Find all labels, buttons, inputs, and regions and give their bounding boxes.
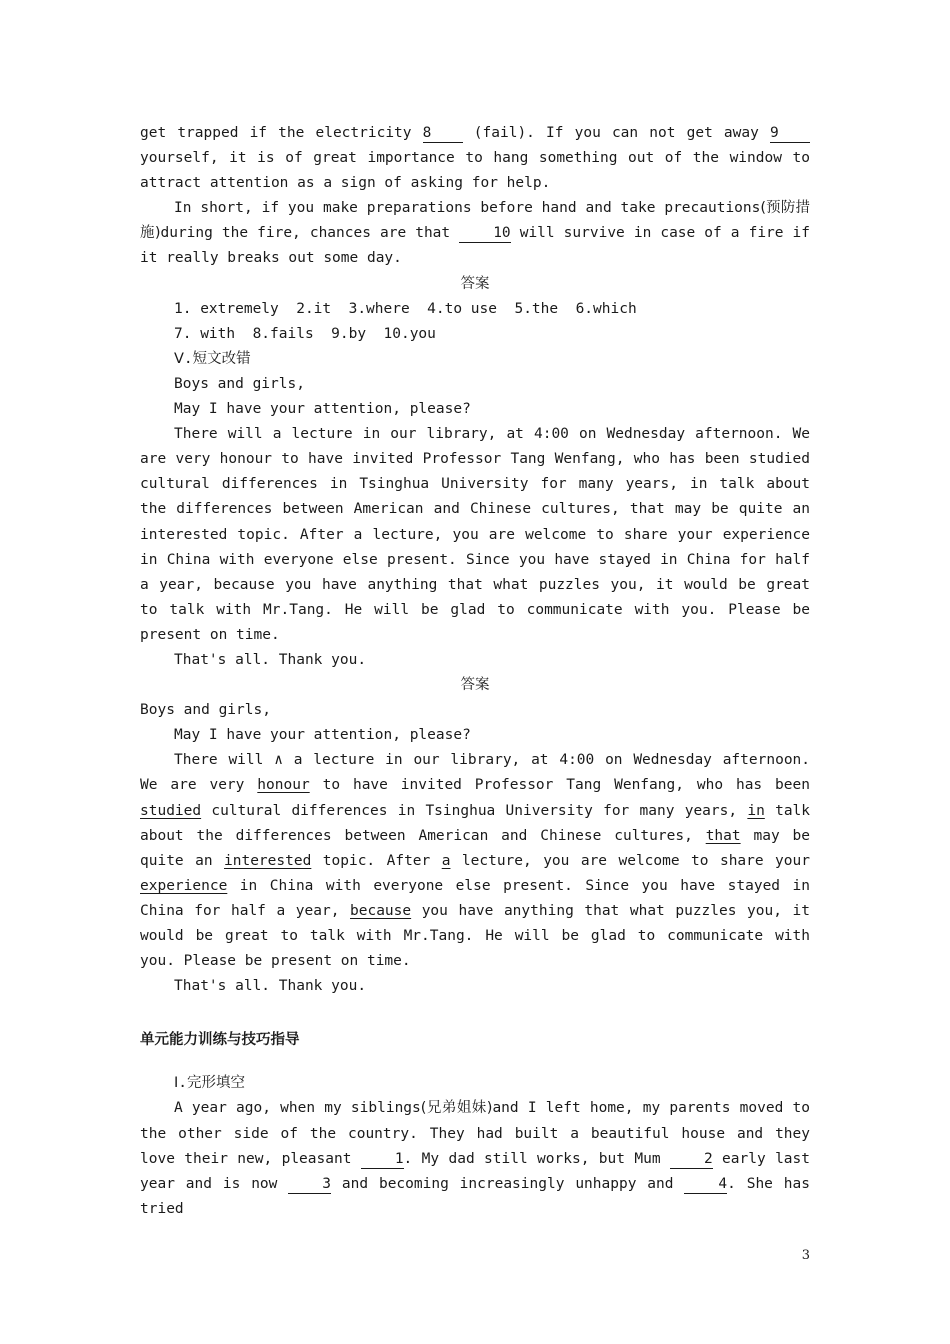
error-word: a (441, 852, 451, 869)
spacer (140, 999, 810, 1028)
text-run: (fail). If you can not get away (462, 125, 770, 141)
error-word: in (747, 802, 765, 819)
blank-4: 4 (684, 1176, 727, 1194)
answer-heading: 答案 (460, 275, 490, 292)
corrected-ask: May I have your attention, please? (174, 727, 471, 744)
chinese-gloss: (兄弟姐妹) (420, 1100, 493, 1117)
document-body (140, 121, 810, 1222)
corrected-greeting: Boys and girls, (140, 702, 271, 719)
answer-line-1: 1. extremely 2.it 3.where 4.to use 5.the 6.which (174, 300, 637, 317)
error-word: studied (140, 802, 202, 819)
text-run: In short, if you make preparations before hand and take precautions (174, 200, 761, 217)
error-word: interested (224, 852, 312, 869)
passage-paragraph-2 (140, 196, 810, 271)
text-run: get trapped if the electricity (140, 125, 423, 141)
error-word: because (350, 902, 412, 919)
page-number: 3 (801, 1248, 810, 1263)
error-word: honour (257, 777, 310, 794)
text-run: yourself, it is of great importance to hang something out of the window to attract attention as a sign of asking for help. (140, 150, 810, 192)
letter-closing: That's all. Thank you. (174, 651, 367, 668)
section-heading-error-correction (140, 347, 810, 372)
letter-body: There will a lecture in our library, at 4:00 on Wednesday afternoon. We are very honour to have invited Professor Tang Wenfang, who has been studied cultural differences in Tsinghua University for many years, in talk about the differences between American and Chinese cultures, that may be quite an interested topic. After a lecture, you are welcome to share your experience in China with everyone else present. Since you have stayed in China for half a year, because you have anything that what puzzles you, it would be great to talk with Mr.Tang. He will be glad to communicate with you. Please be present on time. (140, 426, 810, 643)
letter-ask: May I have your attention, please? (174, 401, 471, 418)
text-run: will survive in case of a fire if it really breaks out some day. (140, 225, 811, 267)
error-word: experience (140, 877, 228, 894)
insert-mark: ∧ (274, 752, 283, 769)
section-number: Ⅴ. (174, 350, 193, 367)
cloze-paragraph: A year ago, when my siblings(兄弟姐妹)and I left home, my parents moved to the other side of the country. They had built a beautiful house and they love their new, pleasant 1. My dad still works, but Mum 2 early last year and is now 3 and becoming increasingly unhappy and 4. She has tried (140, 1100, 810, 1217)
unit-title: 单元能力训练与技巧指导 (140, 1032, 300, 1049)
section-number: Ⅰ. (174, 1075, 188, 1092)
blank-10: 10 (459, 225, 510, 243)
blank-2: 2 (670, 1151, 713, 1169)
corrected-body: There will ∧ a lecture in our library, at 4:00 on Wednesday afternoon. We are very honour to have invited Professor Tang Wenfang, who has been studied cultural differences in Tsinghua University for many years, in talk about the differences between American and Chinese cultures, that may be quite an interested topic. After a lecture, you are welcome to share your experience in China with everyone else present. Since you have stayed in China for half a year, because you have anything that what puzzles you, it would be great to talk with Mr.Tang. He will be glad to communicate with you. Please be present on time. (140, 752, 811, 970)
section-title: 短文改错 (192, 350, 251, 367)
blank-9: 9 (770, 125, 810, 143)
spacer (140, 1053, 810, 1071)
error-word: that (705, 827, 741, 844)
section-title: 完形填空 (187, 1075, 246, 1092)
answer-heading-2: 答案 (460, 677, 490, 694)
text-run: during the fire, chances are that (160, 225, 460, 242)
answer-line-2: 7. with 8.fails 9.by 10.you (174, 325, 436, 342)
section-heading-cloze (140, 1071, 810, 1096)
blank-1: 1 (361, 1151, 404, 1169)
chinese-gloss: (预防措施) (140, 200, 810, 242)
blank-8: 8 (423, 125, 463, 143)
passage-paragraph-1 (140, 121, 810, 196)
blank-3: 3 (288, 1176, 331, 1194)
corrected-closing: That's all. Thank you. (174, 978, 367, 995)
letter-greeting: Boys and girls, (174, 375, 305, 392)
